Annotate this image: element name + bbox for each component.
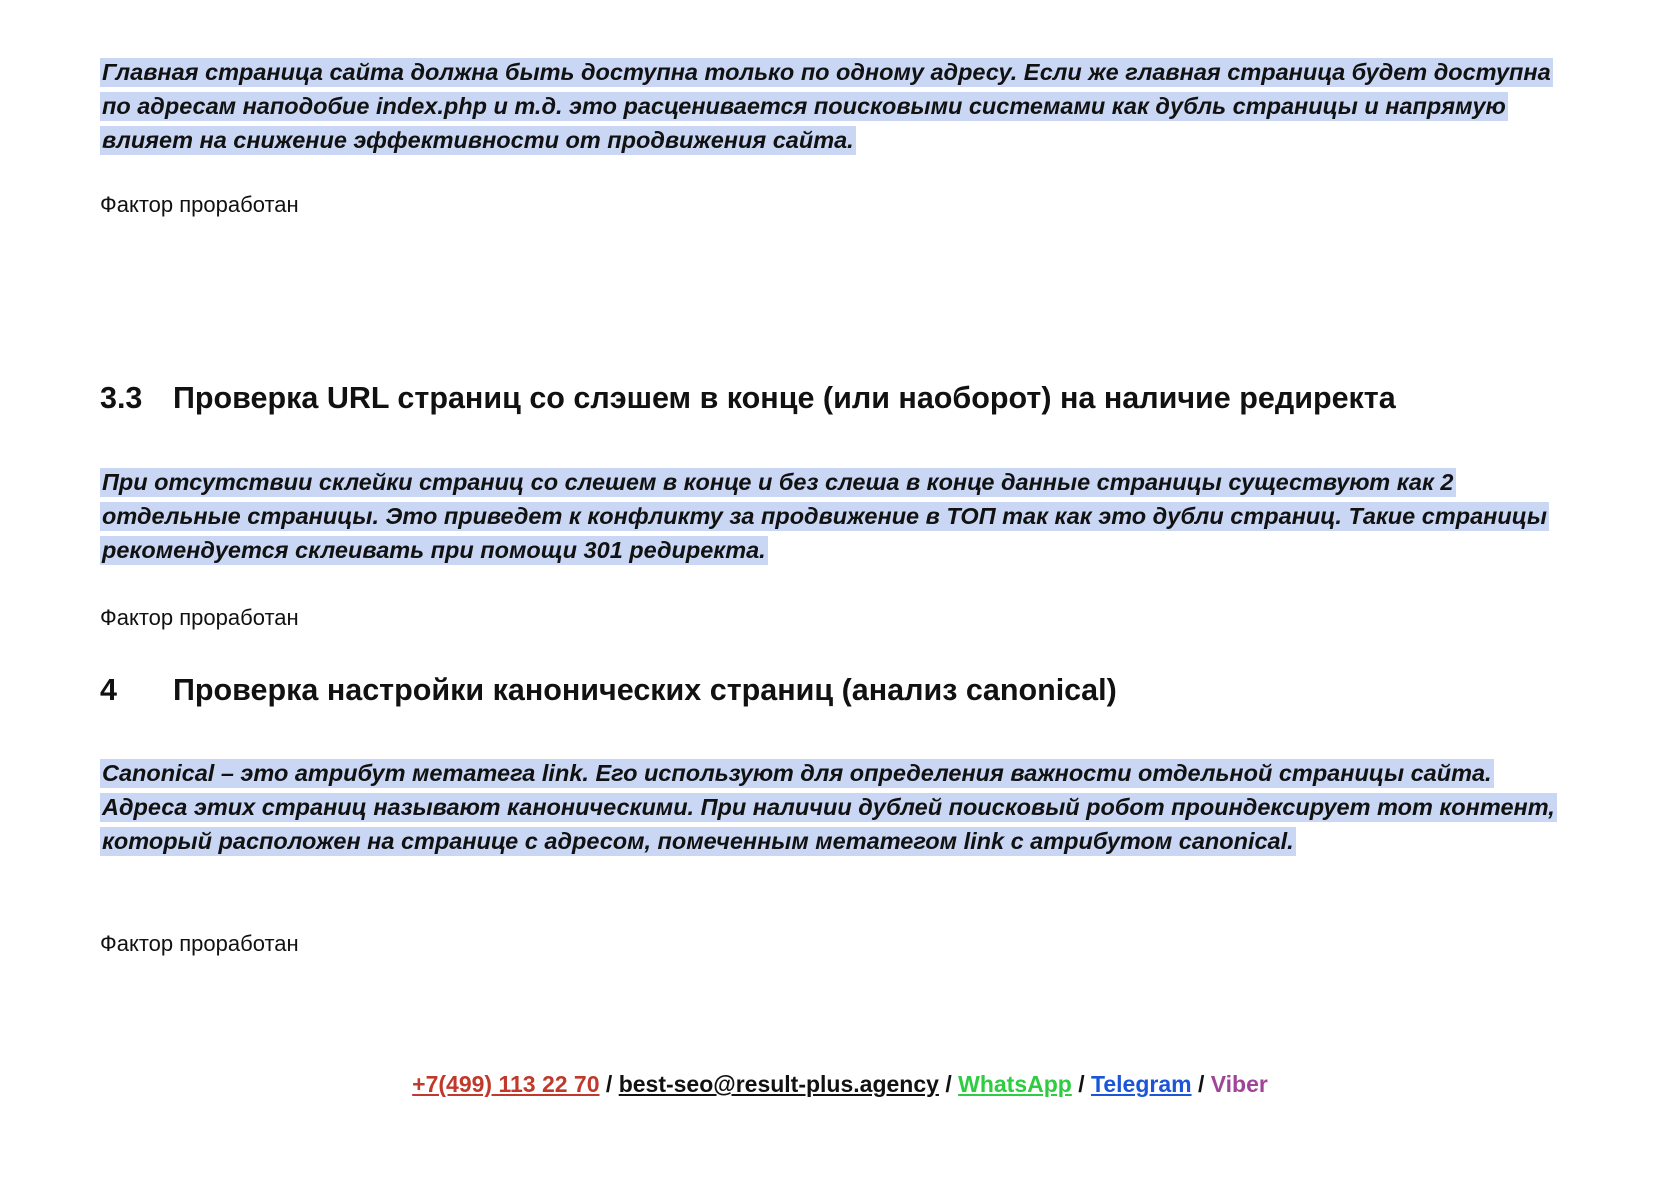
intro-paragraph-text: Главная страница сайта должна быть доступна только по одному адресу. Если же главная страница будет доступна по адресам наподобие index.php и т.д. это расценивается поисковыми системами как дубль страницы и напрямую влияет на снижение эффективности от продвижения сайта. [102,59,1551,153]
contact-footer [0,1069,1680,1099]
separator: / [1078,1071,1085,1097]
separator: / [945,1071,952,1097]
canonical-paragraph [100,756,1570,858]
telegram-link[interactable]: Telegram [1091,1071,1192,1097]
separator: / [605,1071,613,1097]
section-number: 4 [100,673,117,707]
section-heading-3-3 [100,378,1396,418]
viber-link[interactable]: Viber [1210,1071,1268,1097]
factor-status: Фактор проработан [100,192,299,217]
intro-paragraph [100,55,1570,157]
section-heading-4 [100,670,1117,710]
slash-redirect-paragraph-text: При отсутствии склейки страниц со слешем в конце и без слеша в конце данные страницы существуют как 2 отдельные страницы. Это приведет к конфликту за продвижение в ТОП так как это дубли страниц. Такие страницы рекомендуется склеивать при помощи 301 редиректа. [102,469,1547,563]
slash-redirect-paragraph [100,465,1570,567]
phone-link[interactable]: +7(499) 113 22 70 [412,1071,600,1097]
canonical-paragraph-text: Canonical – это атрибут метатега link. Его используют для определения важности отдельной страницы сайта. Адреса этих страниц называют каноническими. При наличии дублей поисковый робот проиндексирует тот контент, который расположен на странице с адресом, помеченным метатегом link с атрибутом canonical. [102,760,1555,854]
whatsapp-link[interactable]: WhatsApp [958,1071,1072,1097]
section-number: 3.3 [100,381,143,415]
factor-status: Фактор проработан [100,931,299,956]
section-title: Проверка URL страниц со слэшем в конце (или наоборот) на наличие редиректа [173,381,1396,415]
separator: / [1197,1071,1205,1097]
factor-status: Фактор проработан [100,605,299,630]
email-link[interactable]: best-seo@result-plus.agency [618,1071,939,1097]
section-title: Проверка настройки канонических страниц (анализ canonical) [173,673,1117,707]
